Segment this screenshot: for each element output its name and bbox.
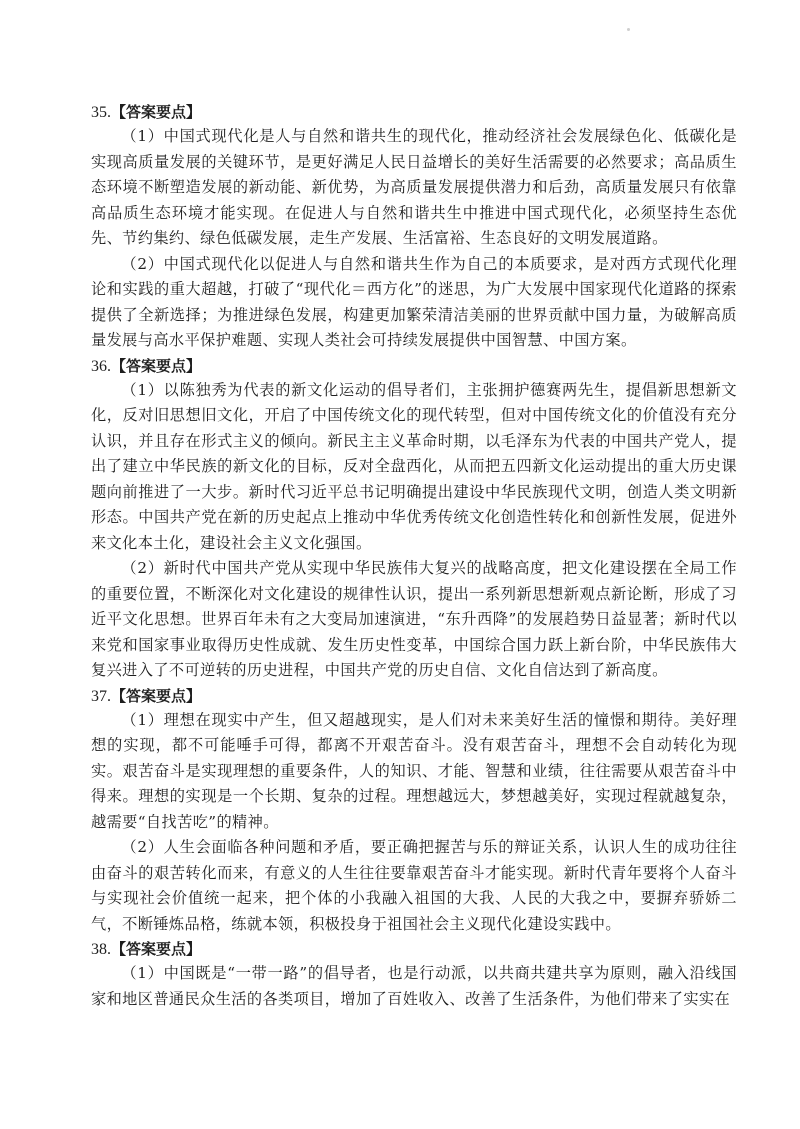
answer-paragraph: （2）新时代中国共产党从实现中华民族伟大复兴的战略高度，把文化建设摆在全局工作的重要位置，不断深化对文化建设的规律性认识，提出一系列新思想新观点新论断，形成了习近平文化思想。世界百年未有之大变局加速演进，“东升西降”的发展趋势日益显著；新时代以来党和国家事业取得历史性成就、发生历史性变革，中国综合国力跃上新台阶，中华民族伟大复兴进入了不可逆转的历史进程，中国共产党的历史自信、文化自信达到了新高度。	[91, 559, 737, 679]
answer-points-label: 【答案要点】	[111, 940, 202, 958]
question-number: 35.	[91, 104, 111, 121]
answer-paragraph: （1）中国式现代化是人与自然和谐共生的现代化，推动经济社会发展绿色化、低碳化是实现高质量发展的关键环节，是更好满足人民日益增长的美好生活需要的必然要求；高品质生态环境不断塑造发展的新动能、新优势，为高质量发展提供潜力和后劲，高质量发展只有依靠高品质生态环境才能实现。在促进人与自然和谐共生中推进中国式现代化，必须坚持生态优先、节约集约、绿色低碳发展，走生产发展、生活富裕、生态良好的文明发展道路。	[91, 127, 737, 247]
answer-section-36	[91, 354, 737, 684]
question-number: 36.	[91, 357, 111, 375]
answer-points-label: 【答案要点】	[111, 686, 202, 705]
answer-paragraph: （1）以陈独秀为代表的新文化运动的倡导者们，主张拥护德赛两先生，提倡新思想新文化，反对旧思想旧文化，开启了中国传统文化的现代转型，但对中国传统文化的价值没有充分认识，并且存在形式主义的倾向。新民主主义革命时期，以毛泽东为代表的中国共产党人，提出了建立中华民族的新文化的目标，反对全盘西化，从而把五四新文化运动提出的重大历史课题向前推进了一大步。新时代习近平总书记明确提出建设中华民族现代文明，创造人类文明新形态。中国共产党在新的历史起点上推动中华优秀传统文化创造性转化和创新性发展，促进外来文化本土化，建设社会主义文化强国。	[91, 380, 737, 552]
answer-paragraph: （1）中国既是“一带一路”的倡导者，也是行动派，以共商共建共享为原则，融入沿线国家和地区普通民众生活的各类项目，增加了百姓收入、改善了生活条件，为他们带来了实实在	[91, 964, 737, 1008]
answer-paragraph: （1）理想在现实中产生，但又超越现实，是人们对未来美好生活的憧憬和期待。美好理想的实现，都不可能唾手可得，都离不开艰苦奋斗。没有艰苦奋斗，理想不会自动转化为现实。艰苦奋斗是实现理想的重要条件，人的知识、才能、智慧和业绩，往往需要从艰苦奋斗中得来。理想的实现是一个长期、复杂的过程。理想越远大，梦想越美好，实现过程就越复杂，越需要“自找苦吃”的精神。	[91, 710, 737, 831]
section-heading	[91, 100, 737, 124]
answer-points-label: 【答案要点】	[111, 356, 202, 375]
question-number: 38.	[91, 941, 111, 958]
answer-document	[91, 100, 737, 1012]
answer-paragraph: （2）人生会面临各种问题和矛盾，要正确把握苦与乐的辩证关系，认识人生的成功往往由奋斗的艰苦转化而来，有意义的人生往往要靠艰苦奋斗才能实现。新时代青年要将个人奋斗与实现社会价值统一起来，把个体的小我融入祖国的大我、人民的大我之中，要摒弃骄娇二气，不断锤炼品格，练就本领，积极投身于祖国社会主义现代化建设实践中。	[91, 838, 737, 933]
answer-section-37	[91, 684, 737, 938]
question-number: 37.	[91, 687, 111, 705]
answer-points-label: 【答案要点】	[111, 103, 202, 121]
answer-section-35	[91, 100, 737, 354]
section-heading	[91, 684, 737, 708]
answer-section-38	[91, 937, 737, 1012]
scan-speck	[627, 28, 630, 31]
answer-paragraph: （2）中国式现代化以促进人与自然和谐共生作为自己的本质要求，是对西方式现代化理论和实践的重大超越，打破了“现代化＝西方化”的迷思，为广大发展中国家现代化道路的探索提供了全新选择；为推进绿色发展，构建更加繁荣清洁美丽的世界贡献中国力量，为破解高质量发展与高水平保护难题、实现人类社会可持续发展提供中国智慧、中国方案。	[91, 254, 737, 349]
section-heading	[91, 937, 737, 961]
section-heading	[91, 354, 737, 378]
